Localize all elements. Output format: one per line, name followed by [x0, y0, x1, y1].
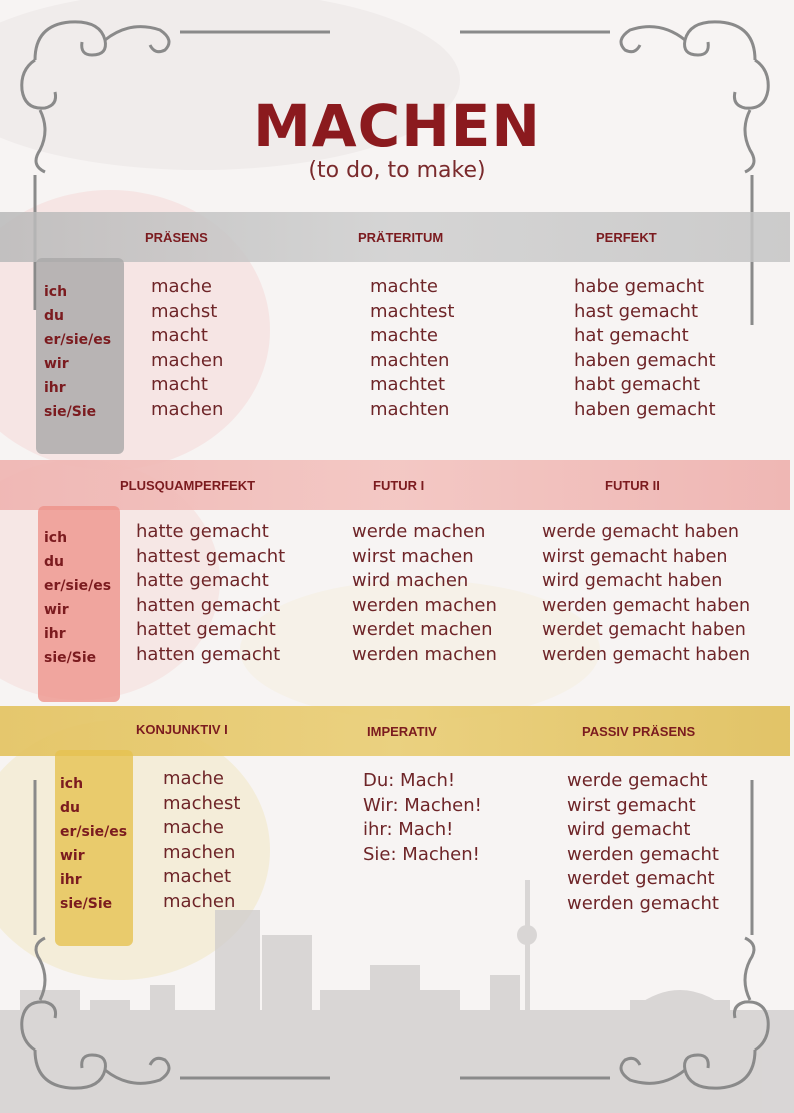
pronoun-du: du — [60, 800, 80, 816]
conjugation-cell: machen — [163, 841, 236, 863]
header-futur-2: FUTUR II — [605, 478, 660, 493]
conjugation-cell: machst — [151, 300, 218, 322]
page-title: MACHEN — [253, 92, 541, 160]
conjugation-cell: machen — [163, 890, 236, 912]
conjugation-cell: hast gemacht — [574, 300, 699, 322]
pronoun-er-sie-es: er/sie/es — [44, 578, 112, 594]
conjugation-cell: hatten gemacht — [136, 643, 281, 665]
pronoun-ihr: ihr — [44, 380, 66, 396]
conjugation-cell: hatte gemacht — [136, 570, 269, 592]
conjugation-cell: werde machen — [352, 521, 486, 542]
column-prateritum — [370, 275, 454, 423]
pronoun-sie-Sie: sie/Sie — [60, 896, 113, 912]
conjugation-cell: habe gemacht — [574, 276, 705, 297]
pronoun-du: du — [44, 308, 64, 324]
conjugation-cell: macht — [151, 374, 208, 396]
conjugation-cell: habt gemacht — [574, 374, 701, 396]
conjugation-cell: machte — [370, 325, 439, 347]
conjugation-cell: Du: Mach! — [363, 770, 456, 791]
conjugation-cell: machen — [151, 349, 224, 371]
column-plusquamperfekt — [136, 520, 285, 668]
pronoun-wir: wir — [44, 602, 69, 618]
pronoun-sie-Sie: sie/Sie — [44, 650, 97, 666]
conjugation-cell: werden gemacht haben — [542, 595, 751, 616]
conjugation-cell: wirst machen — [352, 545, 474, 567]
conjugation-cell: werden machen — [352, 594, 497, 616]
conjugation-cell: mache — [163, 817, 224, 839]
conjugation-cell: werden gemacht — [567, 843, 719, 865]
conjugation-cell: haben gemacht — [574, 398, 716, 420]
conjugation-cell: werdet gemacht — [567, 868, 715, 890]
conjugation-cell: wird machen — [352, 570, 469, 592]
pronoun-er-sie-es: er/sie/es — [44, 332, 112, 348]
pronoun-er-sie-es: er/sie/es — [60, 824, 128, 840]
conjugation-cell: Wir: Machen! — [363, 794, 482, 816]
pronoun-ich: ich — [44, 284, 68, 300]
pronoun-sie-Sie: sie/Sie — [44, 404, 97, 420]
conjugation-cell: werdet gemacht haben — [542, 620, 746, 641]
conjugation-cell: hattest gemacht — [136, 545, 286, 567]
conjugation-cell: haben gemacht — [574, 349, 716, 371]
conjugation-cell: hattet gemacht — [136, 619, 276, 641]
conjugation-cell: wird gemacht — [567, 819, 691, 841]
conjugation-cell: machten — [370, 398, 450, 420]
column-konjunktiv-1 — [163, 767, 240, 915]
conjugation-cell: mache — [163, 768, 224, 789]
header-passiv-prasens: PASSIV PRÄSENS — [582, 724, 696, 739]
column-prasens — [151, 275, 223, 423]
conjugation-cell: werdet machen — [352, 619, 493, 641]
conjugation-cell: werde gemacht haben — [542, 522, 739, 542]
pronoun-list — [44, 280, 111, 424]
header-perfekt: PERFEKT — [596, 230, 657, 245]
pronoun-wir: wir — [44, 356, 69, 372]
conjugation-cell: machtest — [370, 300, 455, 322]
conjugation-cell: wirst gemacht — [567, 794, 696, 816]
conjugation-cell: werden machen — [352, 643, 497, 665]
conjugation-cell: werde gemacht — [567, 770, 708, 791]
column-passiv-prasens — [567, 769, 719, 917]
pronoun-ich: ich — [60, 776, 84, 792]
header-imperativ: IMPERATIV — [367, 724, 437, 739]
conjugation-cell: hatten gemacht — [136, 594, 281, 616]
conjugation-cell: hatte gemacht — [136, 521, 269, 542]
pronoun-list — [44, 526, 111, 670]
conjugation-cell: wird gemacht haben — [542, 571, 723, 592]
conjugation-cell: machte — [370, 276, 439, 297]
column-perfekt — [574, 275, 716, 423]
page-subtitle: (to do, to make) — [308, 158, 486, 183]
conjugation-cell: machen — [151, 398, 224, 420]
header-prasens: PRÄSENS — [145, 230, 208, 245]
conjugation-cell: ihr: Mach! — [363, 819, 454, 841]
conjugation-cell: werden gemacht — [567, 892, 719, 914]
conjugation-cell: werden gemacht haben — [542, 644, 751, 665]
conjugation-cell: machest — [163, 792, 241, 814]
pronoun-list — [60, 772, 127, 916]
conjugation-cell: hat gemacht — [574, 325, 689, 347]
conjugation-cell: machtet — [370, 374, 446, 396]
pronoun-du: du — [44, 554, 64, 570]
column-futur-2 — [542, 520, 750, 668]
conjugation-cell: macht — [151, 325, 208, 347]
pronoun-wir: wir — [60, 848, 85, 864]
conjugation-cell: mache — [151, 276, 212, 297]
column-imperativ — [363, 769, 482, 867]
conjugation-cell: machten — [370, 349, 450, 371]
column-futur-1 — [352, 520, 497, 668]
pronoun-ihr: ihr — [44, 626, 66, 642]
conjugation-cell: wirst gemacht haben — [542, 546, 728, 567]
pronoun-ihr: ihr — [60, 872, 82, 888]
conjugation-cell: machet — [163, 866, 232, 888]
header-konjunktiv-1: KONJUNKTIV I — [136, 722, 228, 737]
pronoun-ich: ich — [44, 530, 68, 546]
header-futur-1: FUTUR I — [373, 478, 425, 493]
header-plusquamperfekt: PLUSQUAMPERFEKT — [120, 478, 256, 493]
conjugation-cell: Sie: Machen! — [363, 843, 480, 865]
header-prateritum: PRÄTERITUM — [358, 230, 444, 245]
